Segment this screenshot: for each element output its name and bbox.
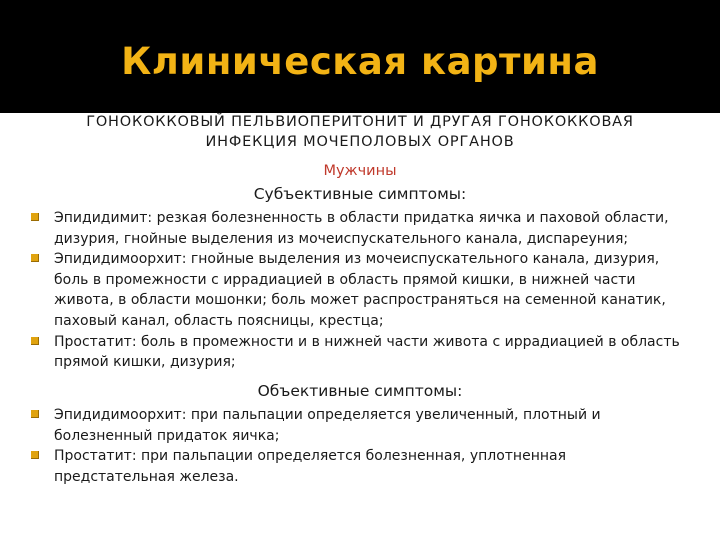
list-item-text: Эпидидимоорхит: гнойные выделения из мочеиспускательного канала, дизурия, боль в промежности с иррадиацией в область прямой кишки, в нижней части живота, в области мошонки; боль может распространяться на семенной канатик, паховый канал, область поясницы, крестца;	[54, 251, 666, 329]
square-bullet-icon	[31, 213, 39, 221]
objective-title: Объективные симптомы:	[257, 382, 463, 400]
list-item	[0, 405, 720, 446]
list-item	[0, 446, 720, 487]
subheading-men: Мужчины	[323, 163, 397, 179]
square-bullet-icon	[31, 451, 39, 459]
list-item-text: Простатит: боль в промежности и в нижней части живота с иррадиацией в область прямой кишки, дизурия;	[54, 333, 680, 371]
list-item-text: Эпидидимоорхит: при пальпации определяется увеличенный, плотный и болезненный придаток яичка;	[54, 407, 601, 444]
square-bullet-icon	[31, 254, 39, 262]
list-item-text: Простатит: при пальпации определяется болезненная, уплотненная предстательная железа.	[54, 448, 566, 485]
objective-list	[0, 405, 720, 487]
heading-line-2: ИНФЕКЦИЯ МОЧЕПОЛОВЫХ ОРГАНОВ	[205, 134, 515, 150]
slide-heading	[20, 112, 700, 152]
subjective-list	[0, 208, 720, 373]
square-bullet-icon	[31, 410, 39, 418]
list-item	[0, 249, 720, 331]
slide-title: Клиническая картина	[121, 40, 599, 83]
heading-line-1: ГОНОКОККОВЫЙ ПЕЛЬВИОПЕРИТОНИТ И ДРУГАЯ ГОНОКОККОВАЯ	[86, 114, 634, 130]
list-item	[0, 208, 720, 249]
list-item-text: Эпидидимит: резкая болезненность в области придатка яичка и паховой области, дизурия, гнойные выделения из мочеиспускательного канала, диспареуния;	[54, 210, 669, 247]
subjective-title: Субъективные симптомы:	[253, 185, 467, 203]
list-item	[0, 332, 720, 373]
square-bullet-icon	[31, 337, 39, 345]
